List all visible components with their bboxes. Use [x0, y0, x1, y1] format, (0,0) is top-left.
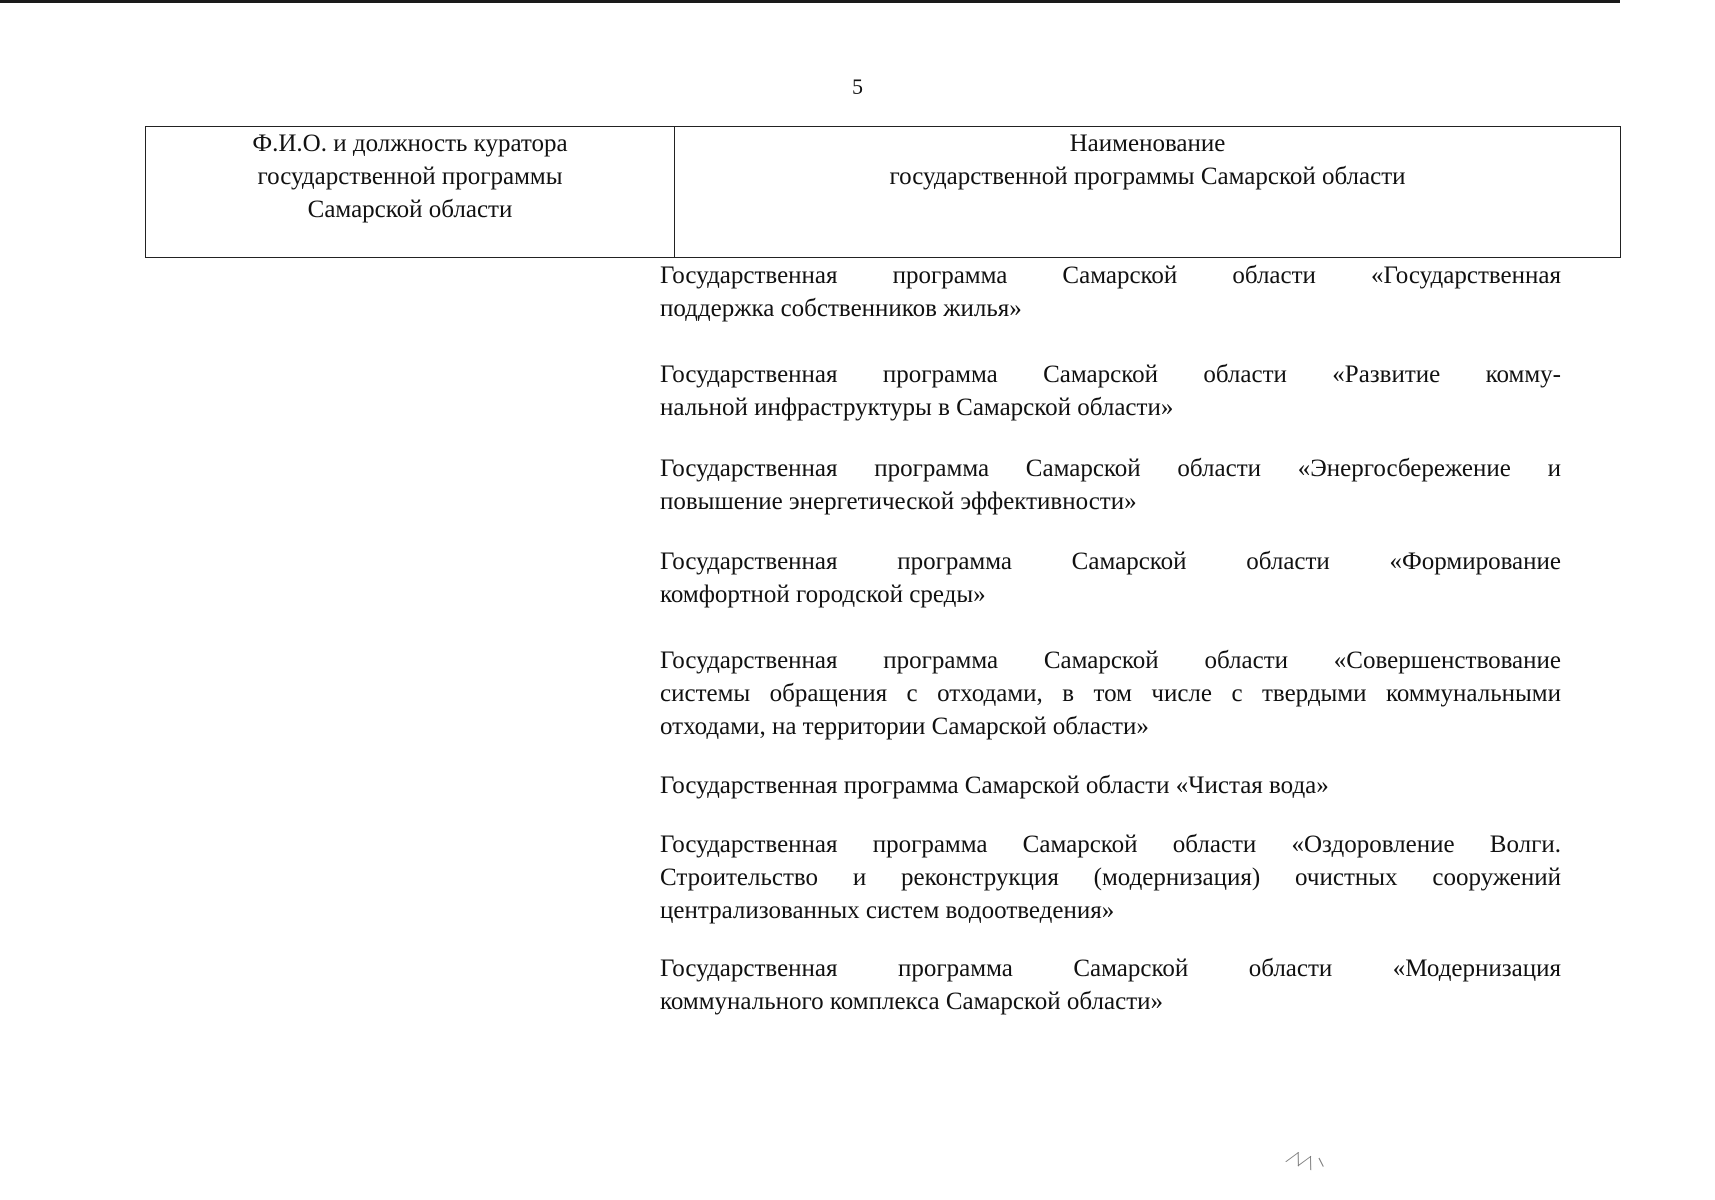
- curator-header-line: государственной программы: [257, 163, 563, 190]
- curator-header-line: Самарской области: [307, 196, 513, 223]
- program-line: нальной инфраструктуры в Самарской области»: [660, 394, 1174, 421]
- program-line: Государственная программа Самарской области «Развитие комму-: [660, 361, 1561, 388]
- program-line: централизованных систем водоотведения»: [660, 897, 1115, 924]
- program-line: Государственная программа Самарской области «Формирование: [660, 548, 1561, 575]
- program-line: Государственная программа Самарской области «Совершенствование: [660, 647, 1561, 674]
- program-line: Государственная программа Самарской области «Модернизация: [660, 955, 1561, 982]
- program-entry: [660, 769, 1561, 802]
- program-line: Государственная программа Самарской области «Чистая вода»: [660, 772, 1329, 799]
- program-entry: [660, 952, 1561, 1018]
- program-line: Строительство и реконструкция (модернизация) очистных сооружений: [660, 864, 1561, 891]
- program-entry: [660, 545, 1561, 611]
- program-line: коммунального комплекса Самарской области»: [660, 988, 1164, 1015]
- program-line: Государственная программа Самарской области «Оздоровление Волги.: [660, 831, 1561, 858]
- program-list: [660, 0, 1561, 1200]
- scan-artifact-mark: ⁄\⁄\⸌: [1287, 1146, 1330, 1180]
- program-line: поддержка собственников жилья»: [660, 295, 1022, 322]
- program-entry: [660, 644, 1561, 743]
- program-line: комфортной городской среды»: [660, 581, 986, 608]
- curator-column-header: [146, 127, 675, 258]
- program-line: повышение энергетической эффективности»: [660, 488, 1137, 515]
- program-line: системы обращения с отходами, в том числе с твердыми коммунальными: [660, 680, 1561, 707]
- program-header-line: государственной программы Самарской области: [889, 163, 1406, 190]
- curator-header-line: Ф.И.О. и должность куратора: [252, 130, 568, 157]
- page-number: 5: [852, 74, 863, 99]
- program-header-line: Наименование: [1069, 130, 1226, 157]
- program-line: Государственная программа Самарской области «Государственная: [660, 262, 1561, 289]
- program-entry: [660, 358, 1561, 424]
- program-entry: [660, 828, 1561, 927]
- program-line: отходами, на территории Самарской области»: [660, 713, 1149, 740]
- program-line: Государственная программа Самарской области «Энергосбережение и: [660, 455, 1561, 482]
- program-entry: [660, 452, 1561, 518]
- program-entry: [660, 259, 1561, 325]
